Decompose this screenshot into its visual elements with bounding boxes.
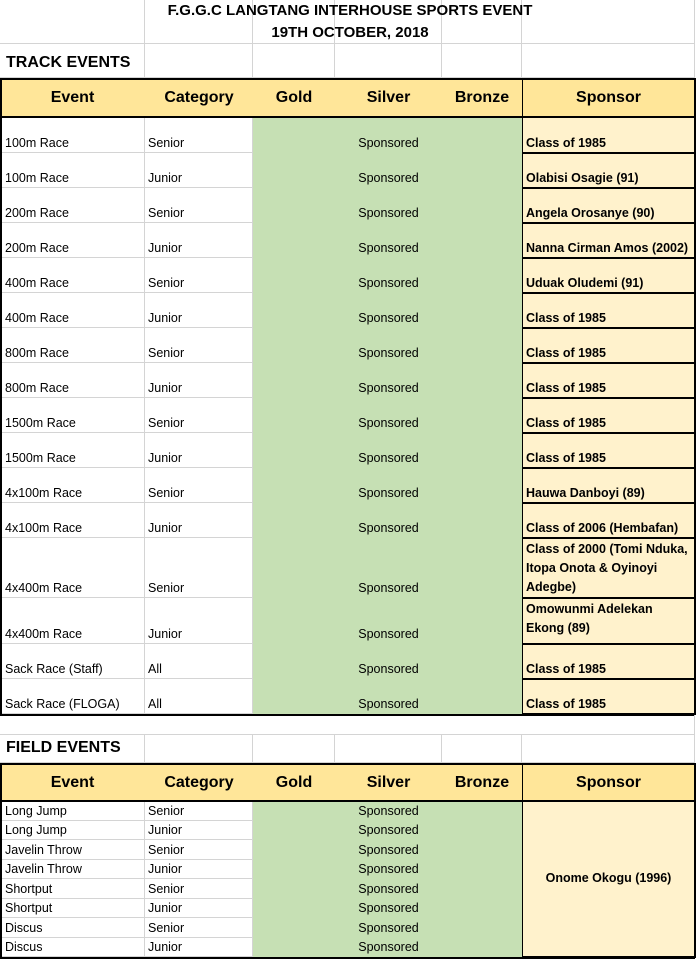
- sponsored-status: Sponsored: [358, 697, 419, 711]
- event-name: 800m Race: [5, 346, 69, 360]
- sponsor-name: Class of 1985: [526, 136, 606, 150]
- event-category: Junior: [148, 311, 183, 325]
- sponsor-name: Omowunmi Adelekan Ekong (89): [526, 602, 653, 635]
- event-name: Shortput: [5, 901, 53, 915]
- grid-cell: [253, 735, 335, 763]
- sponsor-header-border: [522, 764, 695, 801]
- sponsored-status: Sponsored: [358, 276, 419, 290]
- event-name: Sack Race (FLOGA): [5, 697, 120, 711]
- sponsored-status: Sponsored: [358, 346, 419, 360]
- event-category: Senior: [148, 416, 185, 430]
- sponsor-name: Class of 2000 (Tomi Nduka, Itopa Onota & Oyinoyi Adegbe): [526, 542, 688, 594]
- event-category: Senior: [148, 346, 185, 360]
- grid-cell: [145, 44, 253, 78]
- event-name: Shortput: [5, 882, 53, 896]
- sponsor-name: Class of 1985: [526, 451, 606, 465]
- event-category: Senior: [148, 581, 185, 595]
- event-category: Junior: [148, 627, 183, 641]
- sponsored-status: Sponsored: [358, 311, 419, 325]
- table-border-top: [0, 763, 695, 765]
- table-border-right: [694, 763, 696, 958]
- sponsored-status: Sponsored: [358, 206, 419, 220]
- event-category: Senior: [148, 882, 185, 896]
- column-header-category: Category: [145, 79, 253, 117]
- event-name: 1500m Race: [5, 416, 76, 430]
- grid-cell: [442, 44, 522, 78]
- table-border-bottom: [0, 800, 695, 802]
- sponsor-name: Class of 1985: [526, 416, 606, 430]
- column-header-event: Event: [0, 764, 145, 801]
- event-name: 1500m Race: [5, 451, 76, 465]
- event-name: Discus: [5, 921, 43, 935]
- sponsor-name: Angela Orosanye (90): [526, 206, 655, 220]
- grid-cell: [522, 44, 695, 78]
- sponsored-status: Sponsored: [358, 940, 419, 954]
- sponsored-status: Sponsored: [358, 416, 419, 430]
- event-category: All: [148, 697, 162, 711]
- sponsor-name: Class of 1985: [526, 662, 606, 676]
- grid-cell: [253, 44, 335, 78]
- event-name: 4x100m Race: [5, 521, 83, 535]
- event-category: Senior: [148, 136, 185, 150]
- table-border-left: [0, 78, 2, 715]
- event-category: Junior: [148, 241, 183, 255]
- event-name: 4x400m Race: [5, 627, 83, 641]
- event-category: Junior: [148, 521, 183, 535]
- event-category: Senior: [148, 804, 185, 818]
- track-section-title: TRACK EVENTS: [6, 54, 131, 71]
- event-category: Junior: [148, 451, 183, 465]
- event-name: Javelin Throw: [5, 862, 82, 876]
- event-category: Senior: [148, 843, 185, 857]
- document-title: F.G.G.C LANGTANG INTERHOUSE SPORTS EVENT: [167, 2, 533, 19]
- sponsor-name: Class of 1985: [526, 311, 606, 325]
- sponsored-status: Sponsored: [358, 381, 419, 395]
- event-name: Sack Race (Staff): [5, 662, 103, 676]
- column-header-gold: Gold: [253, 764, 335, 801]
- sponsored-status: Sponsored: [358, 901, 419, 915]
- event-name: 200m Race: [5, 241, 69, 255]
- sponsor-name: Uduak Oludemi (91): [526, 276, 644, 290]
- sponsored-status: Sponsored: [358, 241, 419, 255]
- sponsored-status: Sponsored: [358, 451, 419, 465]
- sponsor-name: Class of 2006 (Hembafan): [526, 521, 679, 535]
- event-name: 400m Race: [5, 276, 69, 290]
- sponsored-status: Sponsored: [358, 171, 419, 185]
- column-header-category: Category: [145, 764, 253, 801]
- grid-cell: [442, 735, 522, 763]
- table-border-left: [0, 763, 2, 958]
- event-name: 4x400m Race: [5, 581, 83, 595]
- sponsored-status: Sponsored: [358, 136, 419, 150]
- column-header-silver: Silver: [335, 764, 442, 801]
- table-border-end: [0, 957, 695, 959]
- event-category: Junior: [148, 862, 183, 876]
- event-name: Discus: [5, 940, 43, 954]
- sponsored-status: Sponsored: [358, 921, 419, 935]
- sponsor-header-border: [522, 79, 695, 117]
- event-category: All: [148, 662, 162, 676]
- sponsored-status: Sponsored: [358, 862, 419, 876]
- sponsored-status: Sponsored: [358, 486, 419, 500]
- event-name: 100m Race: [5, 171, 69, 185]
- event-category: Junior: [148, 940, 183, 954]
- event-name: Javelin Throw: [5, 843, 82, 857]
- event-category: Senior: [148, 921, 185, 935]
- sponsored-status: Sponsored: [358, 627, 419, 641]
- event-category: Senior: [148, 276, 185, 290]
- sponsored-status: Sponsored: [358, 804, 419, 818]
- sponsored-status: Sponsored: [358, 843, 419, 857]
- column-header-bronze: Bronze: [442, 764, 522, 801]
- grid-cell: [335, 735, 442, 763]
- sponsor-name: Onome Okogu (1996): [545, 871, 672, 885]
- sponsored-status: Sponsored: [358, 521, 419, 535]
- event-category: Junior: [148, 381, 183, 395]
- grid-cell: [335, 44, 442, 78]
- sponsored-status: Sponsored: [358, 882, 419, 896]
- sponsor-name: Class of 1985: [526, 381, 606, 395]
- event-category: Senior: [148, 486, 185, 500]
- sponsor-name: Class of 1985: [526, 697, 606, 711]
- event-name: 800m Race: [5, 381, 69, 395]
- grid-cell: [522, 735, 695, 763]
- event-name: 4x100m Race: [5, 486, 83, 500]
- sponsored-status: Sponsored: [358, 581, 419, 595]
- table-border-right: [694, 78, 696, 715]
- event-name: Long Jump: [5, 804, 67, 818]
- column-header-sponsor: Sponsor: [522, 79, 695, 117]
- sponsored-status: Sponsored: [358, 662, 419, 676]
- column-header-sponsor: Sponsor: [522, 764, 695, 801]
- grid-cell: [0, 715, 695, 735]
- event-category: Senior: [148, 206, 185, 220]
- event-name: Long Jump: [5, 823, 67, 837]
- field-section-title: FIELD EVENTS: [6, 739, 121, 756]
- event-name: 200m Race: [5, 206, 69, 220]
- grid-cell: [145, 735, 253, 763]
- sponsor-name: Nanna Cirman Amos (2002): [526, 241, 689, 255]
- column-header-bronze: Bronze: [442, 79, 522, 117]
- column-header-silver: Silver: [335, 79, 442, 117]
- sponsor-name: Hauwa Danboyi (89): [526, 486, 645, 500]
- column-header-gold: Gold: [253, 79, 335, 117]
- sponsored-status: Sponsored: [358, 823, 419, 837]
- event-name: 400m Race: [5, 311, 69, 325]
- sponsor-name: Olabisi Osagie (91): [526, 171, 639, 185]
- event-category: Junior: [148, 171, 183, 185]
- column-header-event: Event: [0, 79, 145, 117]
- event-name: 100m Race: [5, 136, 69, 150]
- sponsor-name: Class of 1985: [526, 346, 606, 360]
- document-date: 19TH OCTOBER, 2018: [271, 24, 429, 41]
- event-category: Junior: [148, 823, 183, 837]
- table-border-bottom: [0, 116, 695, 118]
- table-border-top: [0, 78, 695, 80]
- event-category: Junior: [148, 901, 183, 915]
